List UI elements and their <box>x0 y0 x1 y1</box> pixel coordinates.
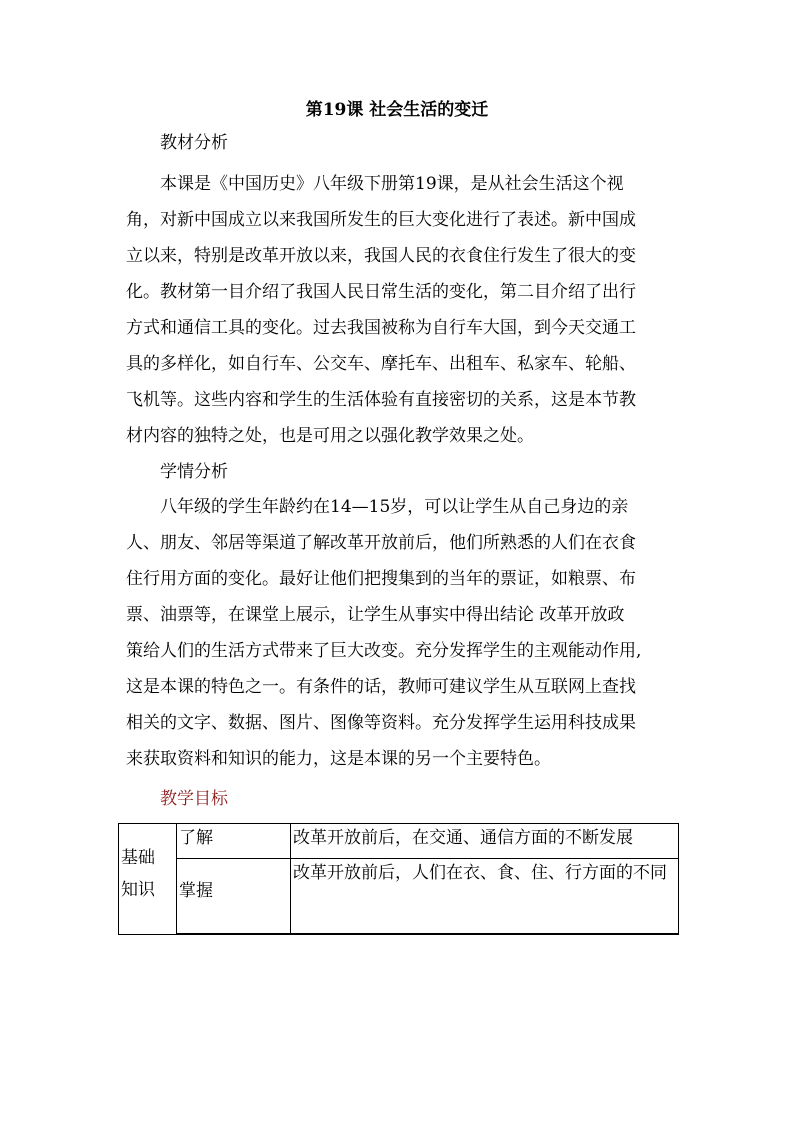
paragraph-line: 具的多样化，如自行车、公交车、摩托车、出租车、私家车、轮船、 <box>126 354 636 374</box>
section-heading-learner-analysis: 学情分析 <box>160 462 228 482</box>
paragraph-line: 相关的文字、数据、图片、图像等资料。充分发挥学生运用科技成果 <box>126 713 636 733</box>
lesson-title: 第19课 社会生活的变迁 <box>305 100 489 120</box>
goal-category-line: 知识 <box>121 880 155 900</box>
section-heading-textbook-analysis: 教材分析 <box>160 133 228 153</box>
teaching-goals-table <box>118 823 679 935</box>
paragraph-line: 方式和通信工具的变化。过去我国被称为自行车大国，到今天交通工 <box>126 318 636 338</box>
goal-category-cell <box>119 824 177 935</box>
paragraph-line: 策给人们的生活方式带来了巨大改变。充分发挥学生的主观能动作用, <box>126 641 642 661</box>
goal-content-cell: 改革开放前后，人们在衣、食、住、行方面的不同 <box>291 859 679 935</box>
table-row <box>119 824 679 859</box>
section-heading-teaching-goals: 教学目标 <box>160 789 228 809</box>
paragraph-line: 本课是《中国历史》八年级下册第19课，是从社会生活这个视 <box>160 174 624 194</box>
goal-level-cell: 了解 <box>177 824 291 859</box>
paragraph-line: 立以来，特别是改革开放以来，我国人民的衣食住行发生了很大的变 <box>126 246 636 266</box>
paragraph-textbook-analysis <box>126 166 686 454</box>
paragraph-learner-analysis <box>126 489 686 777</box>
paragraph-line: 角，对新中国成立以来我国所发生的巨大变化进行了表述。新中国成 <box>126 210 636 230</box>
goal-level-cell: 掌握 <box>177 859 291 935</box>
paragraph-line: 这是本课的特色之一。有条件的话，教师可建议学生从互联网上查找 <box>126 677 636 697</box>
paragraph-line: 飞机等。这些内容和学生的生活体验有直接密切的关系，这是本节教 <box>126 390 636 410</box>
goal-category-line: 基础 <box>121 848 155 868</box>
paragraph-line: 化。教材第一目介绍了我国人民日常生活的变化，第二目介绍了出行 <box>126 282 636 302</box>
paragraph-line: 住行用方面的变化。最好让他们把搜集到的当年的票证，如粮票、布 <box>126 569 636 589</box>
paragraph-line: 人、朋友、邻居等渠道了解改革开放前后，他们所熟悉的人们在衣食 <box>126 533 636 553</box>
paragraph-line: 材内容的独特之处，也是可用之以强化教学效果之处。 <box>126 426 534 446</box>
paragraph-line: 八年级的学生年龄约在14—15岁，可以让学生从自己身边的亲 <box>160 497 629 517</box>
paragraph-line: 来获取资料和知识的能力，这是本课的另一个主要特色。 <box>126 749 551 769</box>
goal-content-cell: 改革开放前后，在交通、通信方面的不断发展 <box>291 824 679 859</box>
paragraph-line: 票、油票等，在课堂上展示，让学生从事实中得出结论 改革开放政 <box>126 605 625 625</box>
table-row <box>119 859 679 935</box>
